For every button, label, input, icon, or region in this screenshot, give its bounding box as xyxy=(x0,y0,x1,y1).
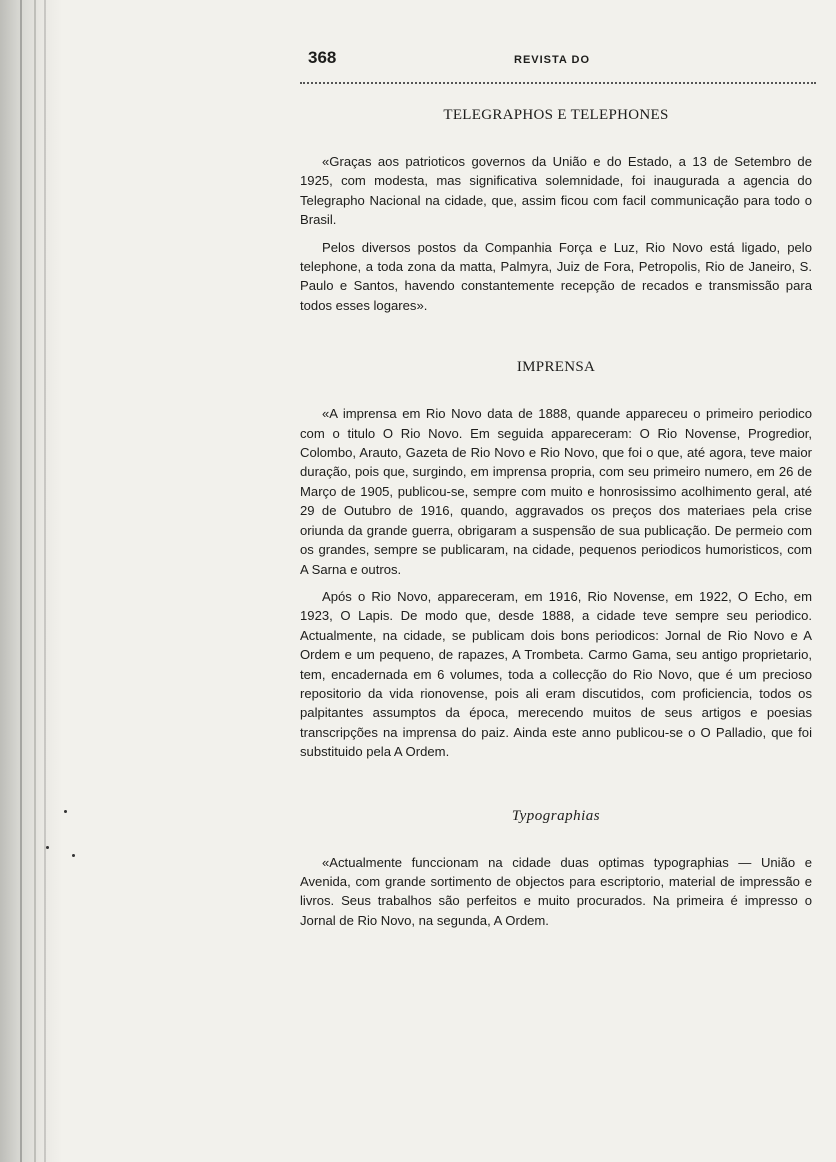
paragraph: «Actualmente funccionam na cidade duas optimas typographias — União e Avenida, com grande sortimento de objectos para escriptorio, material de impressão e livros. Seus trabalhos são perfeitos e muito procurados. Na primeira é impresso o Jornal de Rio Novo, na segunda, A Ordem. xyxy=(300,854,812,928)
speck xyxy=(72,854,75,857)
paragraph: «A imprensa em Rio Novo data de 1888, quande appareceu o primeiro periodico com o titulo O Rio Novo. Em seguida appareceram: O Rio Novense, Progredior, Colombo, Arauto, Gazeta de Rio Novo e Rio Novo, que foi o que, até agora, teve maior duração, pois que, surgindo, em imprensa propria, com seu primeiro numero, em 26 de Março de 1905, publicou-se, sempre com muito e honrosissimo acolhimento geral, até 29 de Outubro de 1916, quando, aggravados os preços dos materiaes pela crise oriunda da grande guerra, obrigaram a suspensão de sua publicação. De permeio com os grandes, sempre se publicaram, na cidade, pequenos periodicos humoristicos, com A Sarna e outros. xyxy=(300,406,812,577)
paragraph: Pelos diversos postos da Companhia Força e Luz, Rio Novo está ligado, pelo telephone, a toda zona da matta, Palmyra, Juiz de Fora, Petropolis, Rio de Janeiro, S. Paulo e Santos, havendo constantemente recepção de recados e transmissão para todos esses logares». xyxy=(300,239,812,313)
binding-line xyxy=(20,0,22,1162)
section-title-telegraphos: TELEGRAPHOS E TELEPHONES xyxy=(443,107,669,123)
binding-line xyxy=(34,0,36,1162)
speck xyxy=(64,810,67,813)
page-binding-shadow xyxy=(0,0,62,1162)
section-title-typographias: Typographias xyxy=(511,807,601,824)
document-page xyxy=(300,48,812,938)
page-header xyxy=(300,48,812,74)
running-head: REVISTA DO xyxy=(514,54,591,66)
paragraph: Após o Rio Novo, appareceram, em 1916, Rio Novense, em 1922, O Echo, em 1923, O Lapis. De modo que, desde 1888, a cidade teve sempre seu periodico. Actualmente, na cidade, se publicam dois bons periodicos: Jornal de Rio Novo e A Ordem e um pequeno, de rapazes, A Trombeta. Carmo Gama, seu antigo proprietario, tem, encadernada em 6 volumes, toda a collecção do Rio Novo, que é um precioso repositorio da vida rionovense, pois ali eram discutidos, com proficiencia, todos os palpitantes assumptos da época, merecendo muitos de seus artigos e poesias transcripções na imprensa do paiz. Ainda este anno publicou-se o O Palladio, que foi substituido pela A Ordem. xyxy=(300,588,812,760)
section-title-imprensa: IMPRENSA xyxy=(516,359,596,376)
paragraph: «Graças aos patrioticos governos da União e do Estado, a 13 de Setembro de 1925, com modesta, mas significativa solemnidade, foi inaugurada a agencia do Telegrapho Nacional na cidade, que, assim ficou com facil communicação para todo o Brasil. xyxy=(300,154,812,228)
speck xyxy=(46,846,49,849)
header-rule xyxy=(300,82,816,85)
binding-line xyxy=(44,0,46,1162)
page-number: 368 xyxy=(308,48,337,67)
